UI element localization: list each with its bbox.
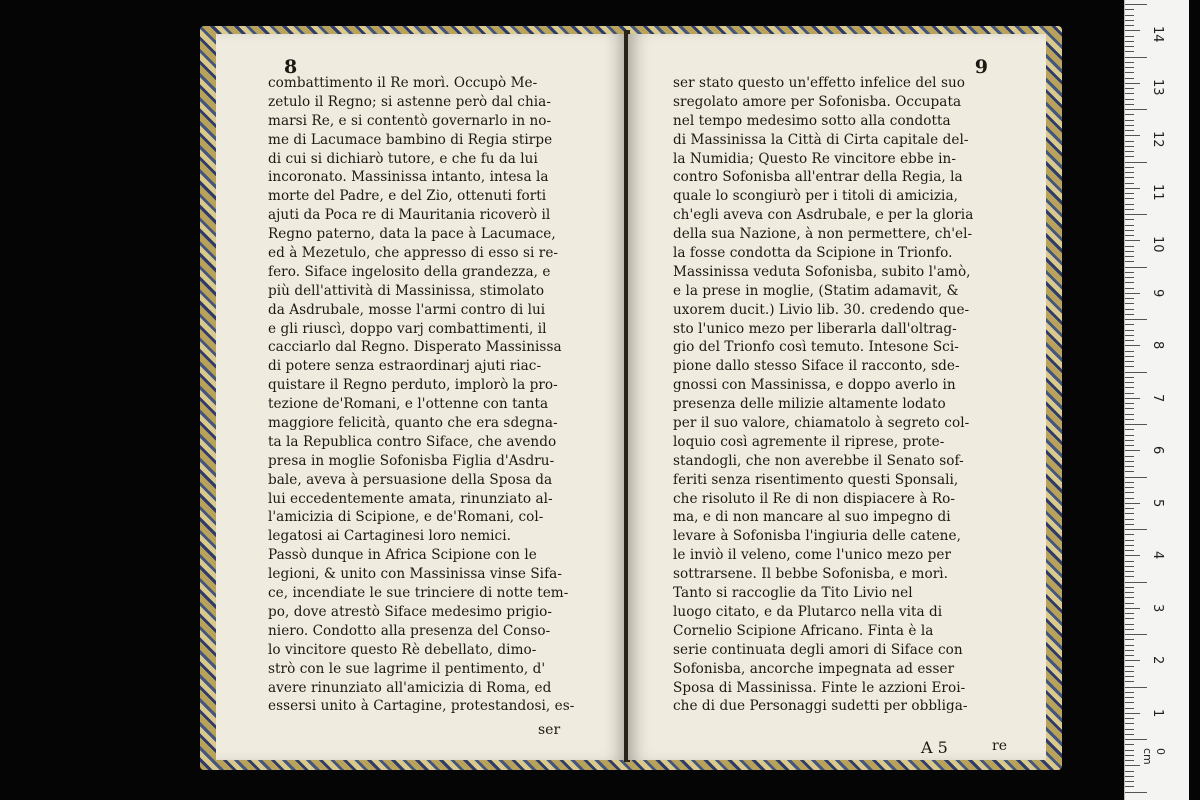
ruler-number: 2 [1150,656,1165,665]
text-line: ta la Republica contro Siface, che avendo [268,433,557,450]
ruler-tick [1125,513,1134,514]
ruler-tick [1125,398,1140,399]
ruler-tick [1125,771,1134,772]
ruler-tick [1125,718,1134,719]
text-line: la Numidia; Questo Re vincitore ebbe in- [673,150,956,167]
ruler-tick [1125,235,1134,236]
ruler-tick [1125,272,1134,273]
ruler-tick [1125,508,1134,509]
text-line: me di Lacumace bambino di Regia stirpe [268,131,553,148]
ruler-unit: 0 cm [1141,748,1167,765]
text-line: la fosse condotta da Scipione in Trionfo. [673,245,953,262]
ruler-tick [1125,198,1134,199]
text-line: che risoluto il Re di non dispiacere à Ro- [673,490,956,507]
ruler-tick [1125,20,1134,21]
ruler-tick [1125,603,1134,604]
ruler-tick [1125,351,1134,352]
ruler-tick [1125,765,1140,766]
page-footer [538,722,560,738]
ruler-tick [1125,571,1134,572]
text-line: legioni, & unito con Massinissa vinse Sifa- [268,566,562,583]
text-line: ajuti da Poca re di Mauritania ricoverò il [268,207,551,224]
text-line: ma, e di non mancare al suo impegno di [673,509,951,526]
ruler-tick [1125,597,1134,598]
ruler-tick [1125,335,1134,336]
ruler-tick [1125,755,1134,756]
ruler-tick [1125,204,1134,205]
ruler-tick [1125,62,1134,63]
ruler-tick [1125,120,1134,121]
ruler-tick [1125,382,1134,383]
text-line: strò con le sue lagrime il pentimento, d' [268,660,546,677]
text-line: che di due Personaggi sudetti per obbliga- [673,698,968,715]
text-line: niero. Condotto alla presenza del Conso- [268,622,551,639]
ruler-tick [1125,9,1134,10]
ruler-number: 12 [1150,131,1165,148]
ruler-tick [1125,676,1134,677]
ruler-tick [1125,151,1134,152]
text-line: della sua Nazione, à non permettere, ch'el- [673,226,973,243]
text-line: di cui si dichiarò tutore, e che fu da lui [268,150,538,167]
text-block [268,74,598,716]
ruler-tick [1125,130,1134,131]
ruler-tick [1125,172,1134,173]
ruler-number: 11 [1150,183,1165,201]
ruler-tick [1125,377,1134,378]
text-line: marsi Re, e si contentò governarlo in no- [268,112,552,129]
ruler-tick [1125,303,1134,304]
ruler-tick [1125,555,1140,556]
text-line: cacciarlo dal Regno. Disperato Massinissa [268,339,562,356]
text-line: incoronato. Massinissa intanto, intesa la [268,169,549,186]
ruler-tick [1125,466,1134,467]
ruler-tick [1125,209,1134,210]
text-line: Regno paterno, data la pace à Lacumace, [268,226,556,243]
text-line: più dell'attività di Massinissa, stimolato [268,282,545,299]
text-line: uxorem ducit.) Livio lib. 30. credendo que- [673,301,970,318]
text-line: po, dove atrestò Siface medesimo prigio- [268,603,553,620]
ruler-tick [1125,582,1147,583]
ruler-tick [1125,776,1134,777]
ruler-tick [1125,666,1134,667]
text-line: Cornelio Scipione Africano. Finta è la [673,622,934,639]
ruler-tick [1125,109,1147,110]
ruler-tick [1125,41,1134,42]
ruler-tick [1125,671,1134,672]
ruler-tick [1125,293,1140,294]
text-line: Tanto si raccoglie da Tito Livio nel [673,585,913,602]
ruler-tick [1125,314,1134,315]
ruler-tick [1125,592,1134,593]
ruler-tick [1125,51,1134,52]
measurement-ruler [1124,0,1189,800]
ruler-tick [1125,540,1134,541]
page-number: 9 [974,56,988,78]
ruler-tick [1125,408,1134,409]
ruler-tick [1125,345,1140,346]
text-line: combattimento il Re morì. Occupò Me- [268,75,538,91]
ruler-tick [1125,387,1134,388]
text-line: tezione de'Romani, e l'ottenne con tanta [268,396,549,413]
ruler-tick [1125,83,1140,84]
text-line: contro Sofonisba all'entrar della Regia, la [673,169,963,186]
ruler-tick [1125,566,1134,567]
ruler-tick [1125,246,1134,247]
ruler-tick [1125,261,1134,262]
ruler-tick [1125,251,1134,252]
ruler-tick [1125,734,1134,735]
ruler-tick [1125,36,1134,37]
ruler-tick [1125,692,1134,693]
text-line: ch'egli aveva con Asdrubale, e per la gloria [673,207,974,224]
text-line: sregolato amore per Sofonisba. Occupata [673,93,962,110]
ruler-tick [1125,645,1134,646]
text-line: standogli, che non averebbe il Senato sof- [673,452,964,469]
ruler-tick [1125,618,1134,619]
ruler-tick [1125,492,1134,493]
text-line: maggiore felicità, quanto che era sdegna- [268,415,558,432]
ruler-tick [1125,288,1134,289]
ruler-tick [1125,403,1134,404]
ruler-tick [1125,629,1134,630]
ruler-tick [1125,655,1134,656]
ruler-number: 8 [1150,341,1165,350]
ruler-tick [1125,188,1140,189]
text-line: e gli riuscì, doppo varj combattimenti, il [268,320,547,337]
ruler-tick [1125,524,1134,525]
ruler-tick [1125,93,1134,94]
text-line: quale lo scongiurò per i titoli di amicizia, [673,188,958,205]
ruler-number: 4 [1150,551,1165,560]
ruler-number: 13 [1150,78,1165,96]
text-line: e la prese in moglie, (Statim adamavit, & [673,282,959,299]
ruler-tick [1125,608,1140,609]
text-line: feriti senza risentimento questi Sponsali, [673,471,959,488]
ruler-tick [1125,324,1134,325]
ruler-tick [1125,4,1147,5]
ruler-tick [1125,482,1134,483]
ruler-tick [1125,639,1134,640]
ruler-tick [1125,561,1134,562]
text-line: serie continuata degli amori di Siface con [673,641,963,658]
ruler-tick [1125,760,1134,761]
ruler-tick [1125,634,1147,635]
ruler-tick [1125,78,1134,79]
text-line: Sposa di Massinissa. Finte le azzioni Eroi- [673,679,966,696]
ruler-tick [1125,282,1134,283]
ruler-tick [1125,424,1147,425]
ruler-number: 6 [1150,446,1165,455]
ruler-tick [1125,624,1134,625]
ruler-tick [1125,156,1134,157]
text-line: sottrarsene. Il bebbe Sofonisba, e morì. [673,566,949,583]
ruler-tick [1125,330,1134,331]
ruler-tick [1125,361,1134,362]
ruler-tick [1125,739,1147,740]
text-line: fero. Siface ingelosito della grandezza, e [268,263,551,280]
text-line: lui eccedentemente amata, rinunziato al- [268,490,553,507]
ruler-tick [1125,141,1134,142]
ruler-tick [1125,708,1134,709]
text-line: Sofonisba, ancorche impegnata ad esser [673,660,955,677]
ruler-tick [1125,702,1134,703]
ruler-tick [1125,319,1147,320]
ruler-number: 7 [1150,393,1165,402]
ruler-tick [1125,435,1134,436]
text-line: loquio così agremente il riprese, prote- [673,433,945,450]
ruler-tick [1125,519,1134,520]
ruler-number: 14 [1150,26,1165,43]
ruler-tick [1125,393,1134,394]
text-line: di potere senza estraordinarj ajuti riac- [268,358,542,375]
right-page [628,34,1046,760]
text-line: le inviò il veleno, come l'unico mezo per [673,547,952,564]
ruler-tick [1125,729,1134,730]
text-line: lo vincitore questo Rè debellato, dimo- [268,641,537,658]
text-line: per il suo valore, chiamatolo à segreto col- [673,415,970,432]
ruler-tick [1125,88,1134,89]
ruler-tick [1125,681,1134,682]
ruler-tick [1125,650,1134,651]
ruler-tick [1125,781,1134,782]
ruler-tick [1125,372,1147,373]
ruler-tick [1125,613,1134,614]
ruler-tick [1125,340,1134,341]
ruler-tick [1125,214,1147,215]
ruler-tick [1125,146,1134,147]
ruler-tick [1125,503,1140,504]
ruler-tick [1125,25,1134,26]
ruler-tick [1125,697,1134,698]
text-line: zetulo il Regno; si astenne però dal chia- [268,93,551,110]
ruler-tick [1125,545,1134,546]
ruler-tick [1125,67,1134,68]
ruler-tick [1125,240,1140,241]
ruler-tick [1125,193,1134,194]
ruler-tick [1125,256,1134,257]
text-line: ce, incendiate le sue trinciere di notte tem- [268,585,569,602]
text-line: essersi unito à Cartagine, protestandosi, es- [268,698,575,715]
text-line: ed à Mezetulo, che appresso di esso si re- [268,245,559,262]
ruler-tick [1125,792,1147,793]
ruler-tick [1125,277,1134,278]
ruler-tick [1125,125,1134,126]
text-line: gio del Trionfo così temuto. Intesone Sci- [673,339,959,356]
left-page [216,34,626,760]
catchword: ser [538,722,561,738]
ruler-tick [1125,162,1147,163]
ruler-tick [1125,219,1134,220]
ruler-number: 3 [1150,603,1165,612]
text-block [673,74,1028,716]
ruler-tick [1125,587,1134,588]
ruler-tick [1125,414,1134,415]
ruler-tick [1125,456,1134,457]
ruler-tick [1125,104,1134,105]
ruler-tick [1125,576,1134,577]
ruler-tick [1125,46,1134,47]
text-line: luogo citato, e da Plutarco nella vita di [673,603,943,620]
ruler-tick [1125,72,1134,73]
ruler-tick [1125,713,1140,714]
ruler-tick [1125,529,1147,530]
ruler-tick [1125,471,1134,472]
ruler-tick [1125,744,1134,745]
text-line: nel tempo medesimo sotto alla condotta [673,112,951,129]
ruler-number: 5 [1150,498,1165,507]
text-line: presenza delle milizie altamente lodato [673,396,946,413]
ruler-tick [1125,550,1134,551]
ruler-tick [1125,30,1140,31]
ruler-tick [1125,135,1140,136]
page-number: 8 [284,56,298,78]
ruler-tick [1125,429,1134,430]
text-line: presa in moglie Sofonisba Figlia d'Asdru- [268,452,555,469]
ruler-tick [1125,167,1134,168]
ruler-tick [1125,461,1134,462]
text-line: gnossi con Massinissa, e doppo averlo in [673,377,956,394]
text-line: ser stato questo un'effetto infelice del suo [673,75,966,91]
ruler-tick [1125,57,1147,58]
catchword: re [992,738,1007,754]
ruler-tick [1125,267,1147,268]
text-line: Massinissa veduta Sofonisba, subito l'amò, [673,263,971,280]
ruler-number: 10 [1150,236,1165,253]
ruler-tick [1125,419,1134,420]
ruler-tick [1125,723,1134,724]
ruler-tick [1125,750,1134,751]
text-line: quistare il Regno perduto, implorò la pro- [268,377,558,394]
ruler-tick [1125,225,1134,226]
ruler-tick [1125,309,1134,310]
ruler-tick [1125,786,1134,787]
ruler-number: 9 [1150,288,1165,297]
text-line: Passò dunque in Africa Scipione con le [268,547,537,564]
text-line: di Massinissa la Città di Cirta capitale del- [673,131,969,148]
ruler-tick [1125,99,1134,100]
text-line: pione dallo stesso Siface il racconto, sde- [673,358,960,375]
ruler-number: 1 [1150,708,1165,717]
text-line: da Asdrubale, mosse l'armi contro di lui [268,301,546,318]
ruler-tick [1125,487,1134,488]
text-line: bale, aveva à persuasione della Sposa da [268,471,553,488]
ruler-tick [1125,114,1134,115]
ruler-tick [1125,183,1134,184]
ruler-tick [1125,366,1134,367]
text-line: levare à Sofonisba l'ingiuria delle catene, [673,528,961,545]
signature-mark: A 5 [921,738,948,757]
ruler-tick [1125,298,1134,299]
ruler-tick [1125,440,1134,441]
ruler-tick [1125,15,1134,16]
text-line: morte del Padre, e del Zio, ottenuti forti [268,188,547,205]
text-line: sto l'unico mezo per liberarla dall'oltrag- [673,320,957,337]
text-line: l'amicizia di Scipione, e de'Romani, col- [268,509,544,526]
ruler-tick [1125,498,1134,499]
ruler-tick [1125,177,1134,178]
ruler-tick [1125,687,1147,688]
ruler-tick [1125,356,1134,357]
text-line: avere rinunziato all'amicizia di Roma, ed [268,679,552,696]
ruler-tick [1125,660,1140,661]
ruler-tick [1125,534,1134,535]
ruler-tick [1125,230,1134,231]
ruler-tick [1125,445,1134,446]
ruler-tick [1125,450,1140,451]
text-line: legatosi ai Cartaginesi loro nemici. [268,528,511,545]
ruler-tick [1125,477,1147,478]
